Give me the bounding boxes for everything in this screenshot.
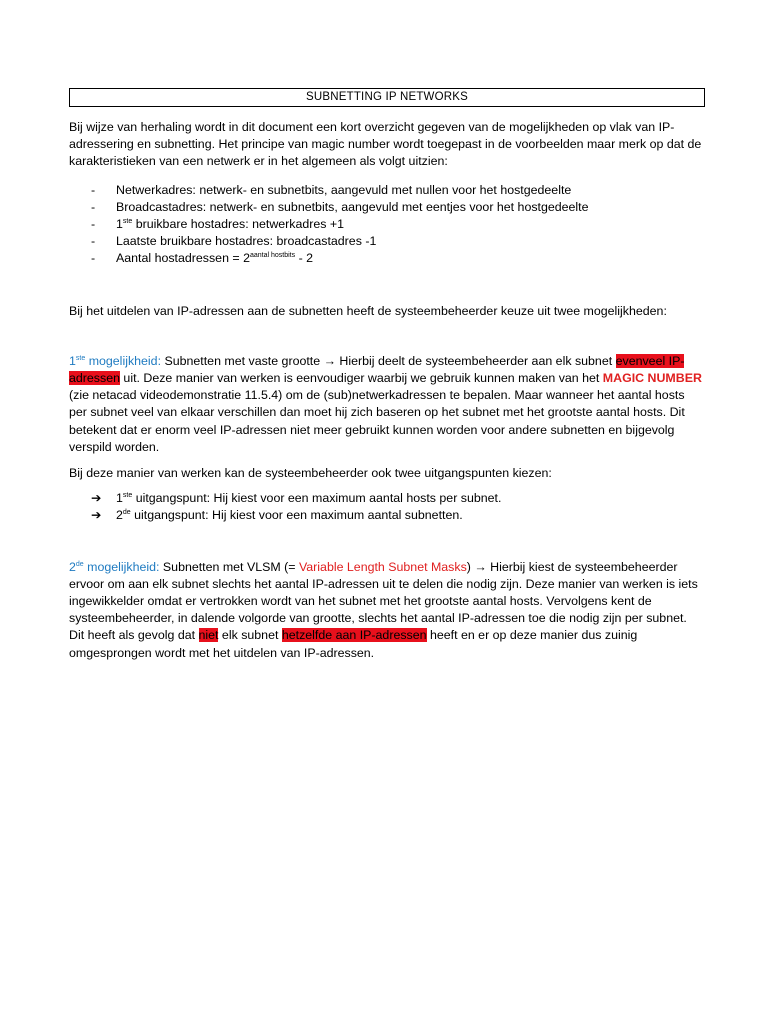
list-item: - Laatste bruikbare hostadres: broadcastadres -1 bbox=[69, 233, 705, 250]
choice-paragraph: Bij het uitdelen van IP-adressen aan de subnetten heeft de systeembeheerder keuze uit twee mogelijkheden: bbox=[69, 303, 667, 318]
option2-paragraph: 2de mogelijkheid: Subnetten met VLSM (= Variable Length Subnet Masks) → Hierbij kiest de systeembeheerder ervoor om aan elk subnet slechts het aantal IP-adressen uit te delen die nodig zijn. Deze manier van werken is iets ingewikkelder omdat er vertrokken wordt van het subnet met het grootste aantal hosts. Vervolgens kent de systeembeheerder, in dalende volgorde van grootte, slechts het aantal IP-adressen toe die nodig zijn per subnet. Dit heeft als gevolg dat niet elk subnet hetzelfde aan IP-adressen heeft en er op deze manier dus zuinig omgesprongen wordt met het uitdelen van IP-adressen. bbox=[69, 559, 698, 660]
starting-points-list bbox=[69, 490, 705, 524]
characteristics-list bbox=[69, 182, 705, 268]
list-item: ➔ 1ste uitgangspunt: Hij kiest voor een maximum aantal hosts per subnet. bbox=[69, 490, 705, 507]
highlight-hetzelfde: hetzelfde aan IP-adressen bbox=[281, 628, 427, 643]
highlight-evenveel: evenveel IP-adressen bbox=[69, 353, 685, 386]
starting-points-paragraph: Bij deze manier van werken kan de systeembeheerder ook twee uitgangspunten kiezen: bbox=[69, 466, 552, 481]
option1-paragraph: 1ste mogelijkheid: Subnetten met vaste grootte → Hierbij deelt de systeembeheerder aan elk subnet evenveel IP-adressen uit. Deze manier van werken is eenvoudiger waarbij we gebruik kunnen maken van het MAGIC NUMBER (zie netacad videodemonstratie 11.5.4) om de (sub)netwerkadressen te bepalen. Maar wanneer het aantal hosts per subnet veel van elkaar verschillen dan moet hij zich baseren op het subnet met het grootste aantal hosts. Dit betekent dat er enorm veel IP-adressen niet meer gebruikt kunnen worden voor andere subnetten en bijgevolg verspild worden. bbox=[69, 353, 702, 454]
magic-number-text: MAGIC NUMBER bbox=[602, 371, 702, 386]
option2-label: 2de mogelijkheid: bbox=[69, 559, 160, 574]
arrow-icon: ➔ bbox=[91, 508, 102, 523]
list-item: - Broadcastadres: netwerk- en subnetbits, aangevuld met eentjes voor het hostgedeelte bbox=[69, 199, 705, 216]
dash-bullet: - bbox=[91, 199, 96, 214]
dash-bullet: - bbox=[91, 251, 96, 266]
list-item: - 1ste bruikbare hostadres: netwerkadres +1 bbox=[69, 216, 705, 233]
document-page bbox=[69, 88, 705, 662]
arrow-icon: ➔ bbox=[91, 491, 102, 506]
dash-bullet: - bbox=[91, 234, 96, 249]
list-item: - Aantal hostadressen = $2^{aantal hostbits} - 2$ bbox=[69, 250, 705, 267]
document-title: SUBNETTING IP NETWORKS bbox=[69, 88, 705, 107]
highlight-niet: niet bbox=[198, 628, 219, 643]
intro-paragraph: Bij wijze van herhaling wordt in dit document een kort overzicht gegeven van de mogelijkheden op vlak van IP-adressering en subnetting. Het principe van magic number wordt toegepast in de voorbeelden maar merk op dat de karakteristieken van een netwerk er in het algemeen als volgt uitzien: bbox=[69, 120, 702, 169]
option1-label: 1ste mogelijkheid: bbox=[69, 353, 162, 368]
vlsm-text: Variable Length Subnet Masks bbox=[298, 559, 467, 574]
dash-bullet: - bbox=[91, 182, 96, 197]
list-item: ➔ 2de uitgangspunt: Hij kiest voor een maximum aantal subnetten. bbox=[69, 507, 705, 524]
dash-bullet: - bbox=[91, 217, 96, 232]
list-item: - Netwerkadres: netwerk- en subnetbits, aangevuld met nullen voor het hostgedeelte bbox=[69, 182, 705, 199]
